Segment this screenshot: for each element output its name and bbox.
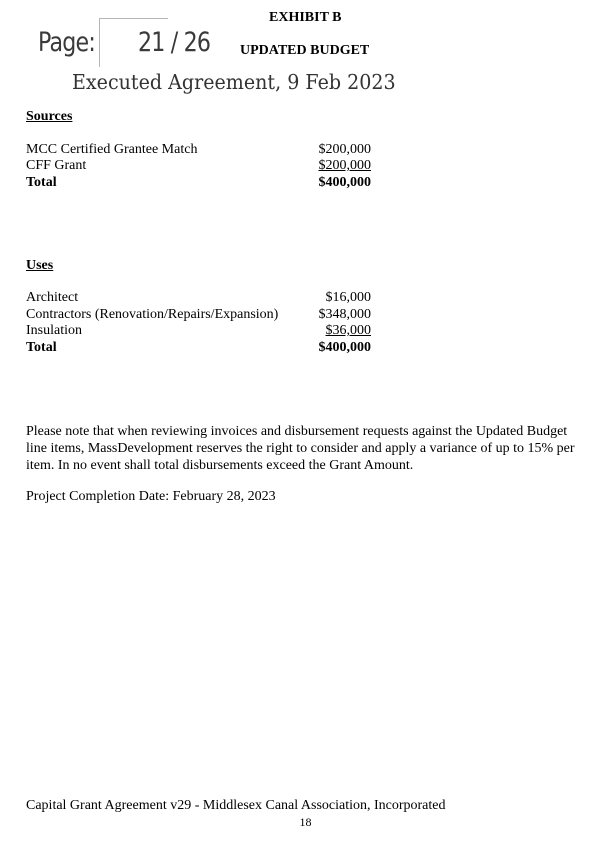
row-label: Total [26, 340, 57, 355]
stamp-page-label: Page: [38, 27, 95, 58]
row-amount: $36,000 [325, 323, 371, 338]
row-label: MCC Certified Grantee Match [26, 142, 198, 157]
exhibit-label: EXHIBIT B [269, 10, 342, 25]
row-label: Architect [26, 290, 79, 305]
stamp-page-number: 21 / 26 [138, 27, 211, 58]
sources-row [26, 158, 371, 175]
row-amount: $200,000 [318, 158, 371, 173]
row-amount: $200,000 [318, 142, 371, 157]
uses-row [26, 290, 371, 307]
sources-row [26, 142, 371, 159]
uses-row [26, 323, 371, 340]
row-amount: $348,000 [318, 307, 371, 322]
uses-total-row [26, 340, 371, 357]
row-amount: $400,000 [318, 175, 371, 190]
row-label: CFF Grant [26, 158, 87, 173]
uses-heading: Uses [26, 258, 54, 273]
stamp-executed-agreement: Executed Agreement, 9 Feb 2023 [72, 70, 396, 94]
footer-page-number: 18 [299, 815, 312, 829]
row-amount: $16,000 [325, 290, 371, 305]
row-label: Total [26, 175, 57, 190]
row-label: Contractors (Renovation/Repairs/Expansion) [26, 307, 279, 322]
project-completion-date: Project Completion Date: February 28, 2023 [26, 489, 276, 504]
document-title: UPDATED BUDGET [240, 43, 370, 58]
sources-total-row [26, 175, 371, 192]
sources-heading: Sources [26, 109, 73, 124]
footer-text: Capital Grant Agreement v29 - Middlesex Canal Association, Incorporated [26, 798, 446, 813]
row-label: Insulation [26, 323, 82, 338]
variance-note: Please note that when reviewing invoices and disbursement requests against the Updated Budget line items, MassDevelopment reserves the right to consider and apply a variance of up to 15% per item. In no event shall total disbursements exceed the Grant Amount. [26, 424, 575, 473]
row-amount: $400,000 [318, 340, 371, 355]
uses-row [26, 307, 371, 324]
